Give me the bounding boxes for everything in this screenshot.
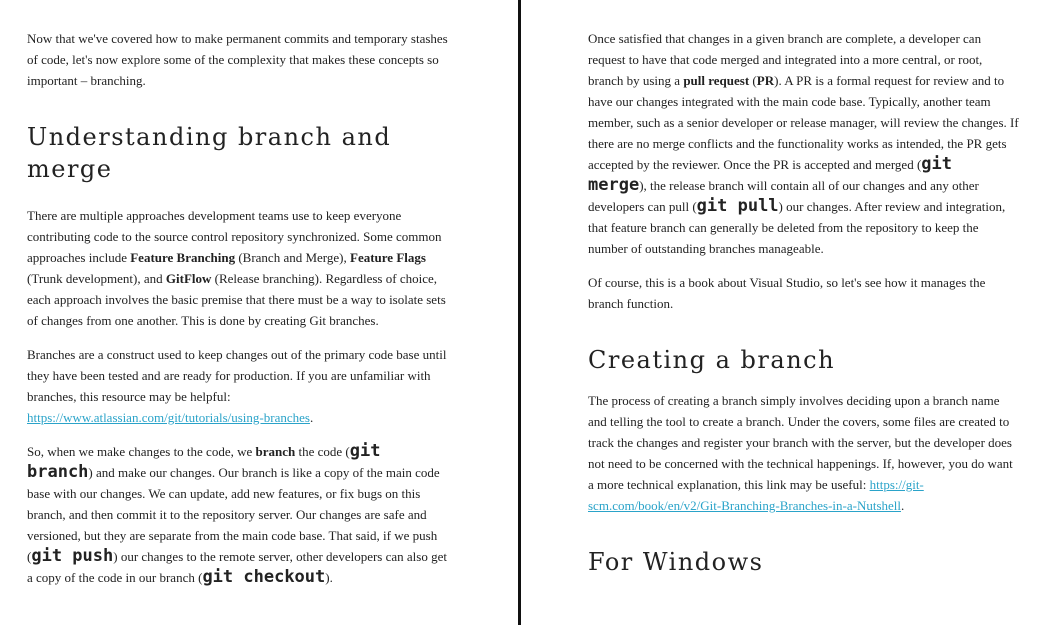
- branch-usage-paragraph: [27, 441, 455, 588]
- heading-creating-a-branch: Creating a branch: [588, 346, 836, 374]
- git-scm-link[interactable]: https://git-scm.com/book/en/v2/Git-Branching-Branches-in-a-Nutshell: [588, 477, 924, 513]
- creating-branch-paragraph: [588, 390, 1020, 516]
- branches-paragraph: [27, 344, 455, 428]
- term-gitflow: GitFlow: [165, 271, 212, 286]
- heading-understanding-branch-and-merge: Understanding branch and merge: [27, 123, 392, 183]
- term-pull-request: pull request: [683, 73, 750, 88]
- term-feature-flags: Feature Flags: [350, 250, 426, 265]
- pull-request-paragraph: [588, 28, 1020, 259]
- text: ). A PR is a formal request for review and to have our changes integrated with the main code base. Typically, another team member, such as a senior developer or release manager, will review the changes. If there are no merge conflicts and the functionality works as intended, the PR gets accepted by the reviewer. Once the PR is accepted and merged (: [588, 73, 1019, 172]
- text: ) and make our changes. Our branch is like a copy of the main code base with our changes. We can update, add new features, or fix bugs on this branch, and then commit it to the repository server. Our changes are safe and versioned, but they are separate from the main code base. That said, if we push (: [27, 465, 440, 564]
- atlassian-link[interactable]: https://www.atlassian.com/git/tutorials/using-branches: [27, 410, 310, 425]
- text: the code (: [295, 444, 350, 459]
- text: ) our changes. After review and integration, that feature branch can generally be deleted from the repository to keep the number of outstanding branches manageable.: [588, 199, 1006, 256]
- approaches-paragraph: [27, 205, 455, 331]
- text: The process of creating a branch simply involves deciding upon a branch name and telling the tool to create a branch. Under the covers, some files are created to track the changes and register your branch with the server, but the developer does not need to be concerned with the technical happenings. If, however, you do want a more technical explanation, this link may be useful:: [588, 393, 1013, 492]
- right-page: [522, 0, 1050, 625]
- text: (Branch and Merge),: [235, 250, 350, 265]
- code-git-merge: git merge: [588, 154, 953, 195]
- code-git-push: git push: [31, 546, 114, 566]
- code-git-pull: git pull: [696, 196, 779, 216]
- text: (: [749, 73, 757, 88]
- text: So, when we make changes to the code, we: [27, 444, 256, 459]
- text: (Trunk development), and: [27, 271, 166, 286]
- text: Once satisfied that changes in a given branch are complete, a developer can request to have that code merged and integrated into a more central, or root, branch by using a: [588, 31, 983, 88]
- text: .: [309, 410, 314, 425]
- code-git-checkout: git checkout: [202, 567, 326, 587]
- text: ) our changes to the remote server, other developers can also get a copy of the code in our branch (: [27, 549, 447, 585]
- text: ), the release branch will contain all of our changes and any other developers can pull (: [588, 178, 979, 214]
- text: ).: [325, 570, 333, 585]
- term-pr: PR: [756, 73, 775, 88]
- heading-for-windows: For Windows: [588, 548, 764, 576]
- text: Branches are a construct used to keep changes out of the primary code base until they have been tested and are ready for production. If you are unfamiliar with branches, this resource may be helpful:: [27, 347, 447, 404]
- text: There are multiple approaches development teams use to keep everyone contributing code to the source control repository synchronized. Some common approaches include: [27, 208, 442, 265]
- term-branch: branch: [255, 444, 296, 459]
- visual-studio-paragraph: Of course, this is a book about Visual Studio, so let's see how it manages the branch function.: [588, 275, 986, 311]
- intro-paragraph: Now that we've covered how to make permanent commits and temporary stashes of code, let's now explore some of the complexity that makes these concepts so important – branching.: [27, 31, 448, 88]
- term-feature-branching: Feature Branching: [130, 250, 236, 265]
- text: .: [901, 498, 905, 513]
- page-divider: [518, 0, 521, 625]
- code-git-branch: git branch: [27, 441, 381, 482]
- text: (Release branching). Regardless of choice, each approach involves the basic premise that there must be a way to isolate sets of changes from one another. This is done by creating Git branches.: [27, 271, 446, 328]
- left-page: [0, 0, 519, 625]
